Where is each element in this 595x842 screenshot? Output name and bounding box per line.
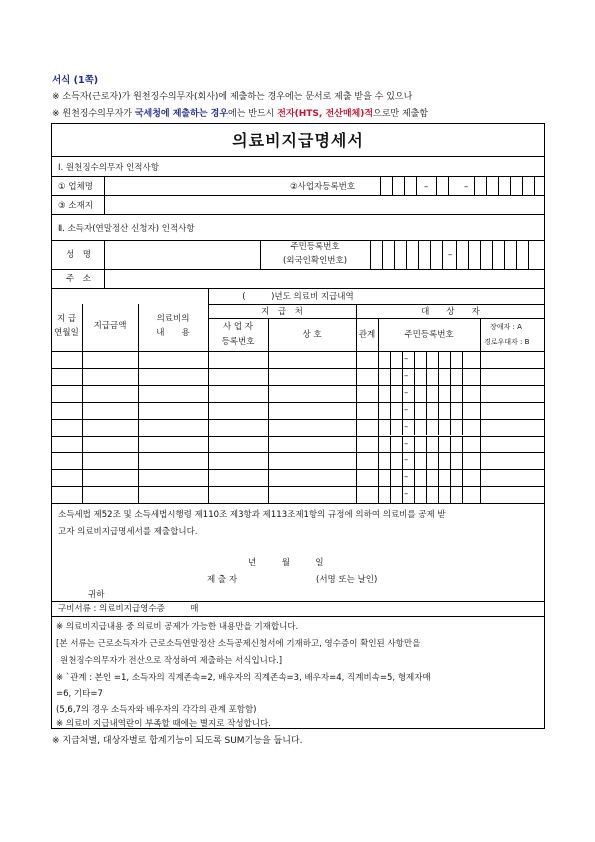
row-divider (51, 452, 545, 453)
row-rrn-cell (462, 419, 463, 436)
row-rrn-cell (390, 486, 391, 503)
row-rrn-cell (426, 402, 427, 419)
row-rrn-dash: – (404, 421, 409, 432)
row-rrn-cell (438, 368, 439, 385)
row-rrn-dash: – (404, 438, 409, 449)
header-note-2c: 에는 반드시 (228, 109, 278, 119)
addr-label: 주 소 (66, 274, 91, 284)
row-rrn-dash: – (404, 370, 409, 381)
row-divider (51, 436, 545, 437)
row-divider (51, 469, 545, 470)
col-relation: 관계 (358, 330, 376, 340)
header-note-2 (52, 106, 428, 119)
col-content-2: 내 용 (156, 328, 190, 338)
row-rrn-cell (414, 419, 415, 436)
resident-no-label: 주민등록번호 (290, 242, 340, 252)
note-4: ※ `관계 : 본인 =1, 소득자의 직계존속=2, 배우자의 직계존속=3, 배우자=4, 직계비속=5, 형제자매 (56, 673, 431, 683)
row-divider (51, 385, 545, 386)
submitter-label: 제 출 자 (207, 575, 238, 585)
row-rrn-cell (438, 419, 439, 436)
row-rrn-cell (390, 351, 391, 368)
row-rrn-cell (450, 469, 451, 486)
col-rrn: 주민등록번호 (404, 330, 454, 340)
col-elderly-code: 경로우대자 : B (484, 338, 530, 346)
row-rrn-cell (462, 368, 463, 385)
header-note-2d: 전자(HTS, 전산매체)적 (277, 109, 374, 119)
attachment-label: 구비서류 : 의료비지급영수증 매 (58, 604, 199, 614)
row-rrn-dash: – (404, 354, 409, 364)
row-rrn-cell (438, 385, 439, 402)
rrn-dash: – (448, 250, 453, 260)
header-note-2b: 국세청에 제출하는 경우 (134, 109, 229, 119)
col-pay-date-1: 지 급 (56, 314, 77, 324)
row-rrn-cell (426, 351, 427, 368)
row-rrn-cell (402, 402, 403, 419)
row-rrn-cell (462, 351, 463, 368)
row-rrn-cell (450, 452, 451, 469)
row-rrn-cell (402, 452, 403, 469)
biz-no-dash-2: – (464, 182, 469, 192)
row-rrn-cell (426, 469, 427, 486)
year-heading: ( )년도 의료비 지급내역 (242, 292, 354, 302)
row-rrn-cell (450, 436, 451, 453)
row-rrn-cell (450, 402, 451, 419)
row-rrn-cell (414, 436, 415, 453)
foreign-no-label: (외국인확인번호) (282, 256, 348, 266)
business-no-label: ②사업자등록번호 (290, 182, 356, 192)
row-rrn-cell (426, 368, 427, 385)
col-biz-no-1: 사 업 자 (222, 322, 254, 332)
note-1: ※ 의료비지급내용 중 의료비 공제가 가능한 내용만을 기재합니다. (56, 622, 299, 632)
row-rrn-cell (462, 402, 463, 419)
row-divider (51, 368, 545, 369)
row-rrn-cell (390, 419, 391, 436)
section2-heading: Ⅱ. 소득자(연말정산 신청자) 인적사항 (58, 224, 195, 234)
row-rrn-cell (462, 452, 463, 469)
row-rrn-cell (450, 368, 451, 385)
name-label: 성 명 (66, 250, 91, 260)
section1-heading: Ⅰ. 원천징수의무자 인적사항 (58, 163, 159, 173)
submission-date: 년 월 일 (248, 558, 324, 568)
row-rrn-cell (402, 419, 403, 436)
row-divider (51, 419, 545, 420)
row-rrn-cell (450, 419, 451, 436)
note-5: =6, 기타=7 (56, 689, 103, 699)
row-rrn-dash: – (404, 489, 409, 500)
row-rrn-cell (390, 368, 391, 385)
row-rrn-cell (438, 402, 439, 419)
row-rrn-cell (450, 385, 451, 402)
recipient-label: 귀하 (88, 590, 105, 600)
row-rrn-cell (462, 385, 463, 402)
col-amount: 지급금액 (93, 321, 127, 331)
declaration-line-1: 소득세법 제52조 및 소득세법시행령 제110조 제3항과 제113조제1항의 규정에 의하여 의료비를 공제 받 (58, 510, 446, 520)
row-rrn-dash: – (404, 472, 409, 483)
note-7: ※ 의료비 지급내역란이 부족할 때에는 별지로 작성합니다. (56, 719, 271, 729)
row-rrn-cell (402, 351, 403, 368)
row-rrn-cell (390, 402, 391, 419)
row-rrn-cell (438, 436, 439, 453)
row-rrn-cell (414, 368, 415, 385)
row-rrn-cell (402, 486, 403, 503)
row-rrn-cell (390, 452, 391, 469)
form-number-label: 서식 (1쪽) (52, 75, 99, 86)
note-6: (5,6,7의 경우 소득자와 배우자의 각각의 관계 포함함) (56, 705, 257, 715)
row-rrn-cell (390, 436, 391, 453)
col-payee: 지 급 처 (261, 307, 303, 317)
signature-label: (서명 또는 날인) (316, 575, 378, 585)
row-rrn-cell (414, 469, 415, 486)
address-label: ③ 소재지 (58, 201, 93, 211)
row-rrn-cell (390, 469, 391, 486)
row-rrn-cell (402, 385, 403, 402)
row-rrn-dash: – (404, 404, 409, 415)
row-rrn-cell (390, 385, 391, 402)
row-rrn-cell (426, 419, 427, 436)
row-rrn-cell (414, 486, 415, 503)
row-rrn-cell (438, 486, 439, 503)
row-rrn-cell (402, 469, 403, 486)
col-target: 대 상 자 (421, 307, 480, 317)
row-rrn-cell (450, 351, 451, 368)
row-rrn-cell (462, 436, 463, 453)
row-rrn-cell (426, 452, 427, 469)
col-pay-date-2: 연월일 (54, 328, 79, 338)
row-rrn-cell (402, 368, 403, 385)
row-rrn-cell (438, 351, 439, 368)
row-rrn-cell (426, 486, 427, 503)
row-rrn-cell (462, 486, 463, 503)
row-rrn-dash: – (404, 387, 409, 398)
row-rrn-cell (414, 402, 415, 419)
row-rrn-cell (438, 452, 439, 469)
company-name-label: ① 업체명 (58, 182, 93, 192)
row-rrn-cell (402, 436, 403, 453)
col-trade-name: 상 호 (302, 330, 322, 340)
header-note-1: ※ 소득자(근로자)가 원천징수의무자(회사)에 제출하는 경우에는 문서로 제출 받을 수 있으나 (52, 92, 413, 102)
footer-note: ※ 지급처별, 대상자별로 합계기능이 되도록 SUM기능을 둡니다. (52, 736, 303, 746)
row-rrn-cell (414, 452, 415, 469)
col-content-1: 의료비의 (156, 314, 190, 324)
row-divider (51, 402, 545, 403)
note-3: 원천징수의무자가 전산으로 작성하여 제출하는 서식입니다.] (60, 656, 283, 666)
row-rrn-cell (450, 486, 451, 503)
row-rrn-cell (414, 385, 415, 402)
note-2: [본 서류는 근로소득자가 근로소득연말정산 소득공제신청서에 기재하고, 영수증이 확인된 사항만을 (56, 639, 421, 649)
col-disabled-code: 장애자 : A (490, 323, 522, 331)
row-divider (51, 486, 545, 487)
row-rrn-dash: – (404, 455, 409, 466)
row-rrn-cell (426, 385, 427, 402)
row-rrn-cell (438, 469, 439, 486)
row-rrn-cell (426, 436, 427, 453)
biz-no-dash-1: – (424, 182, 429, 192)
header-note-2a: ※ 원천징수의무자가 (52, 109, 135, 119)
row-rrn-cell (414, 351, 415, 368)
form-title: 의료비지급명세서 (51, 123, 545, 157)
row-rrn-cell (462, 469, 463, 486)
col-biz-no-2: 등록번호 (221, 337, 255, 347)
declaration-line-2: 고자 의료비지급명세서를 제출합니다. (58, 527, 198, 537)
header-note-2e: 으로만 제출함 (373, 109, 429, 119)
